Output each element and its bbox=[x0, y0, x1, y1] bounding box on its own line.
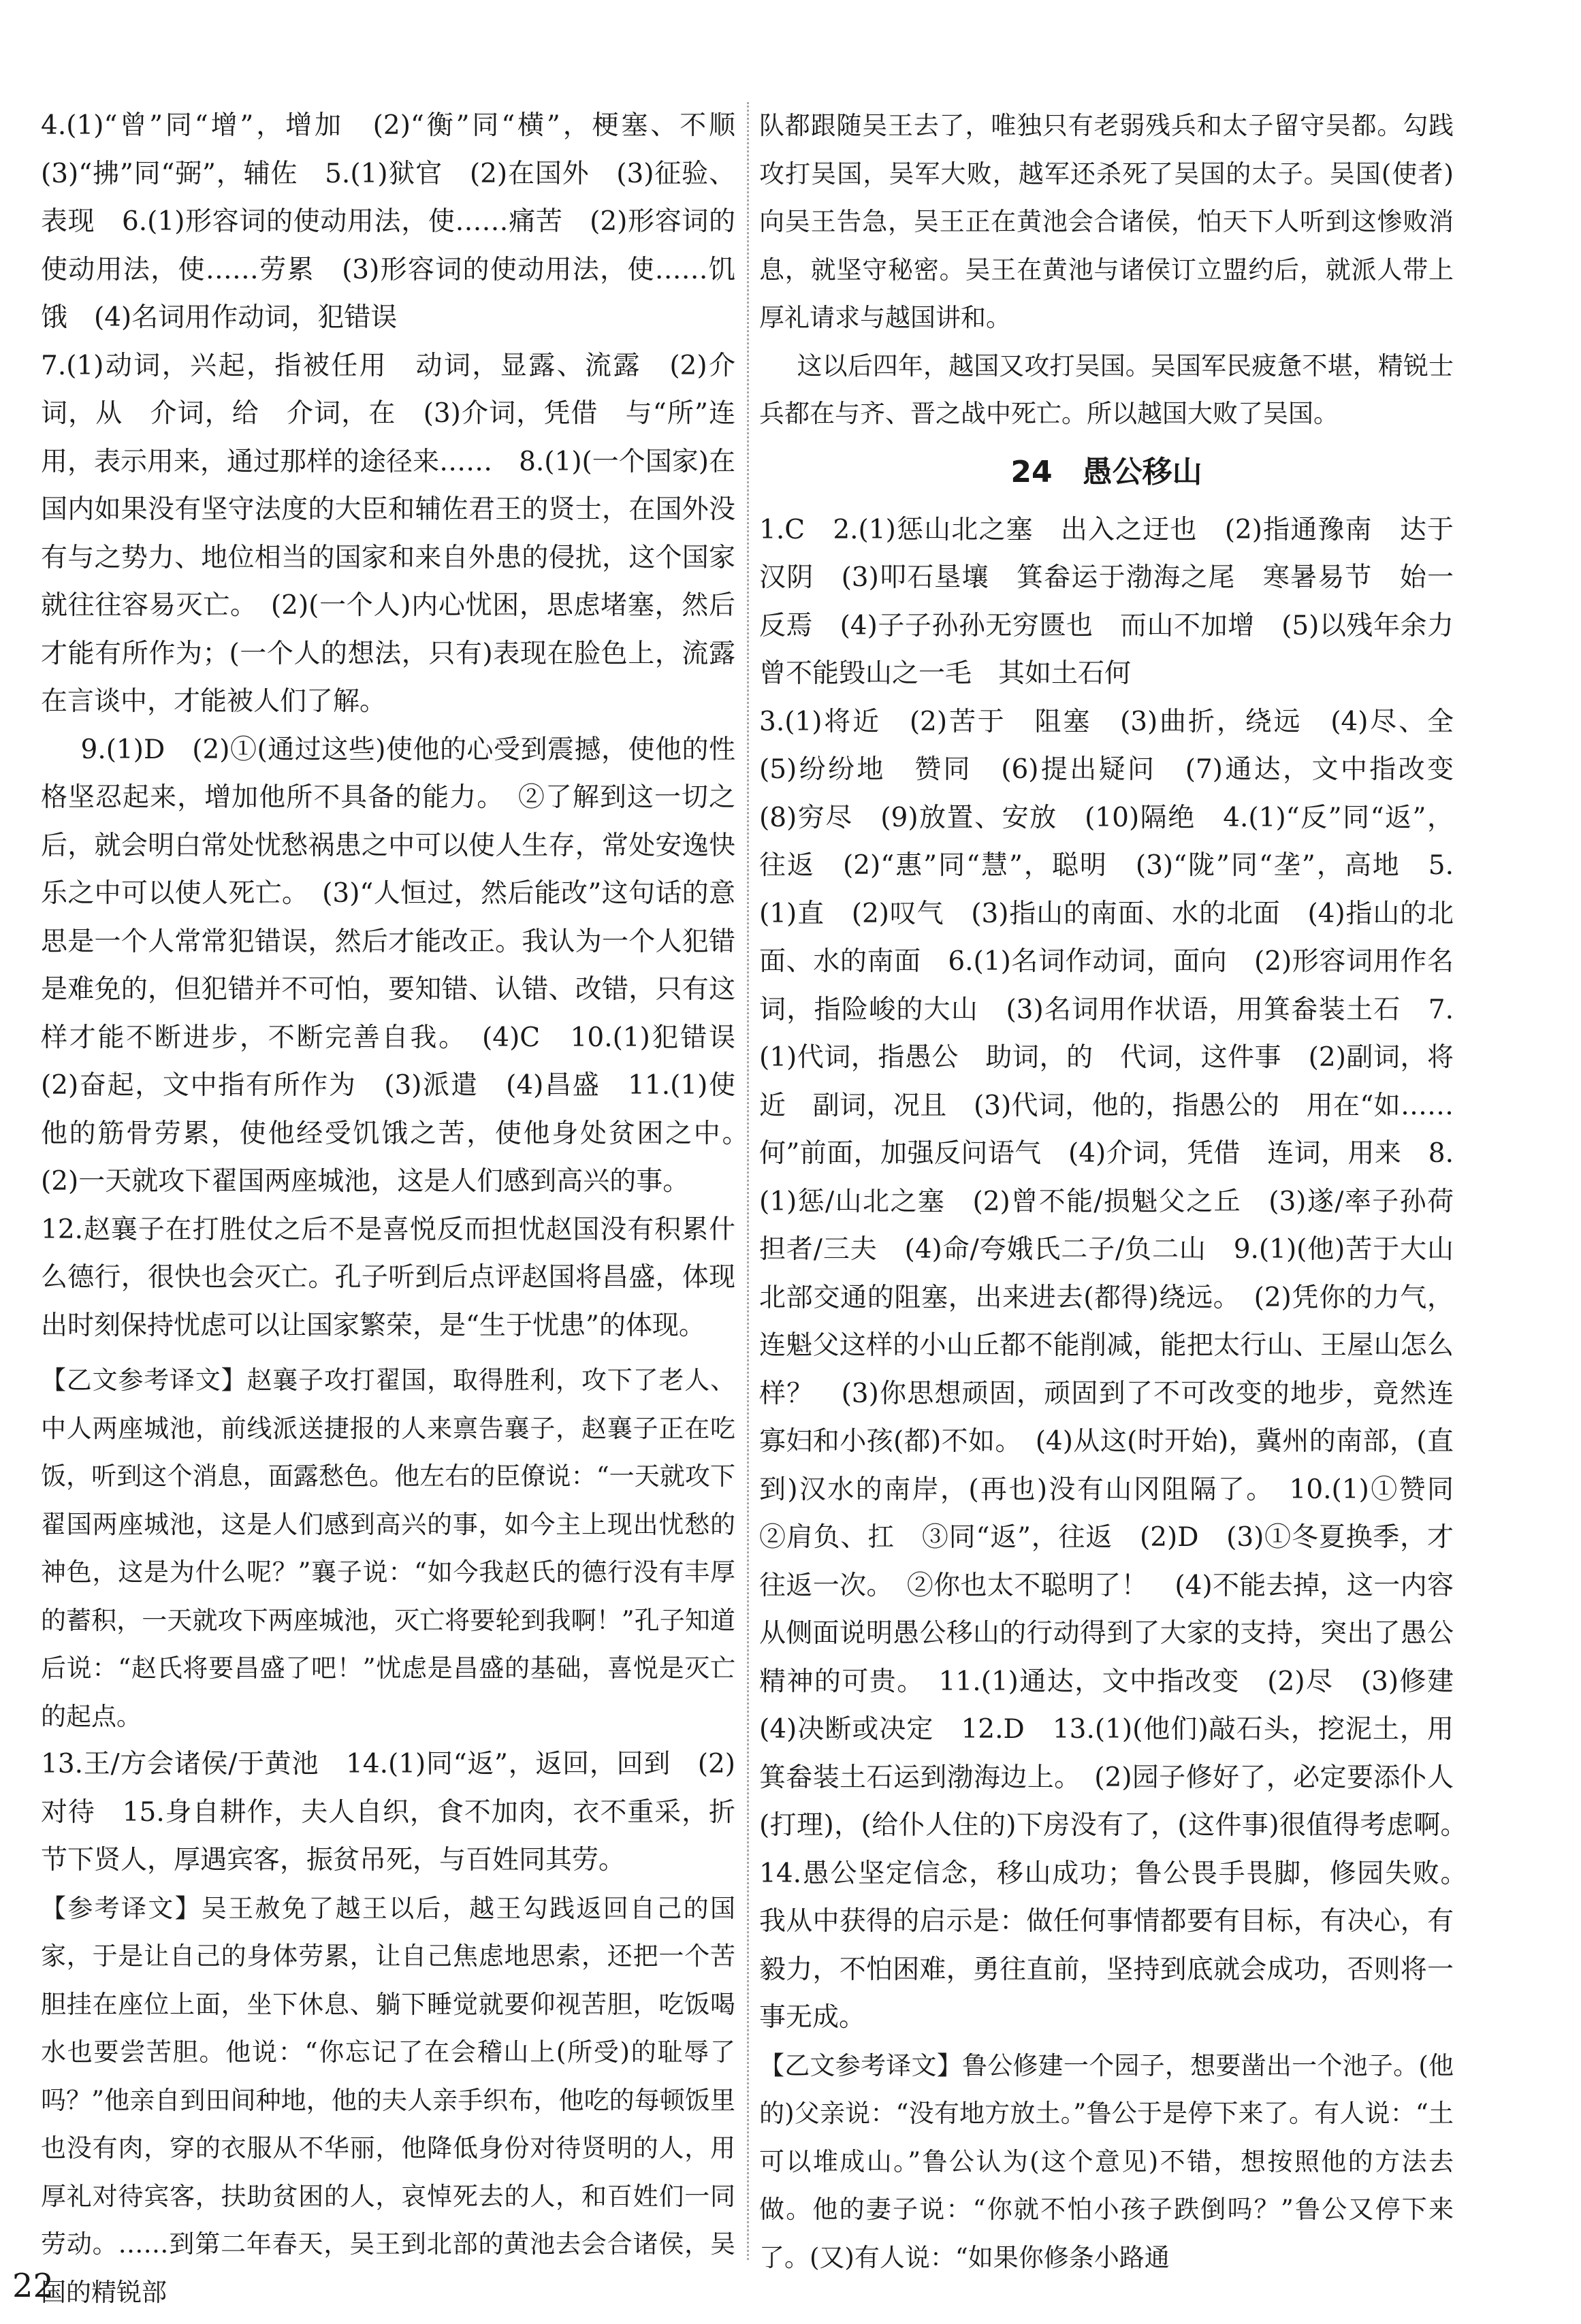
left-column bbox=[41, 102, 763, 2317]
answer-block-4-6: 4.(1)“曾”同“增”，增加 (2)“衡”同“横”，梗塞、不顺 (3)“拂”同“弼”，辅佐 5.(1)狱官 (2)在国外 (3)征验、表现 6.(1)形容词的使动用法，使……痛苦 (2)形容词的使动用法，使……劳累 (3)形容词的使动用法，使……饥饿 (4)名词用作动词，犯错误 bbox=[41, 110, 763, 333]
translation-reference: 【参考译文】吴王赦免了越王以后，越王勾践返回自己的国家，于是让自己的身体劳累，让自己焦虑地思索，还把一个苦胆挂在座位上面，坐下休息、躺下睡觉就要仰视苦胆，吃饭喝水也要尝苦胆。他说：“你忘记了在会稽山上(所受)的耻辱了吗？”他亲自到田间种地，他的夫人亲手织布，他吃的每顿饭里也没有肉，穿的衣服从不华丽，他降低身份对待贤明的人，用厚礼对待宾客，扶助贫困的人，哀悼死去的人，和百姓们一同劳动。……到第二年春天，吴王到北部的黄池去会合诸侯，吴国的精锐部 bbox=[41, 1893, 735, 2307]
translation-yi-wen-2: 【乙文参考译文】鲁公修建一个园子，想要凿出一个池子。(他的)父亲说：“没有地方放土。”鲁公于是停下来了。有人说：“土可以堆成山。”鲁公认为(这个意见)不错，想按照他的方法去做。他的妻子说：“你就不怕小孩子跌倒吗？”鲁公又停下来了。(又)有人说：“如果你修条小路通 bbox=[759, 2050, 1454, 2272]
translation-yi-wen: 【乙文参考译文】赵襄子攻打翟国，取得胜利，攻下了老人、中人两座城池，前线派送捷报的人来禀告襄子，赵襄子正在吃饭，听到这个消息，面露愁色。他左右的臣僚说：“一天就攻下翟国两座城池，这是人们感到高兴的事，如今主上现出忧愁的神色，这是为什么呢？”襄子说：“如今我赵氏的德行没有丰厚的蓄积，一天就攻下两座城池，灭亡将要轮到我啊！”孔子知道后说：“赵氏将要昌盛了吧！”忧虑是昌盛的基础，喜悦是灭亡的起点。 bbox=[41, 1366, 735, 1731]
page-number: 22 bbox=[12, 2267, 54, 2305]
answer-block-7-8: 7.(1)动词，兴起，指被任用 动词，显露、流露 (2)介词，从 介词，给 介词，在 (3)介词，凭借 与“所”连用，表示用来，通过那样的途径来…… 8.(1)(一个国家)在国内如果没有坚守法度的大臣和辅佐君王的贤士，在国外没有与之势力、地位相当的国家和来自外患的侵扰，这个国家就往往容易灭亡。 (2)(一个人)内心忧困，思虑堵塞，然后才能有所作为；(一个人的想法，只有)表现在脸色上，流露在言谈中，才能被人们了解。 bbox=[41, 350, 735, 717]
translation-continued: 队都跟随吴王去了，唯独只有老弱残兵和太子留守吴都。勾践攻打吴国，吴军大败，越军还杀死了吴国的太子。吴国(使者)向吴王告急，吴王正在黄池会合诸侯，怕天下人听到这惨败消息，就坚守秘密。吴王在黄池与诸侯订立盟约后，就派人带上厚礼请求与越国讲和。 bbox=[759, 111, 1454, 332]
answer-block-13-15: 13.王/方会诸侯/于黄池 14.(1)同“返”，返回，回到 (2)对待 15.身自耕作，夫人自织，食不加肉，衣不重采，折节下贤人，厚遇宾客，振贫吊死，与百姓同其劳。 bbox=[41, 1749, 735, 1875]
translation-ending: 这以后四年，越国又攻打吴国。吴国军民疲惫不堪，精锐士兵都在与齐、晋之战中死亡。所以越国大败了吴国。 bbox=[759, 351, 1454, 428]
answer-block-1-2: 1.C 2.(1)惩山北之塞 出入之迂也 (2)指通豫南 达于汉阴 (3)叩石垦壤 箕畚运于渤海之尾 寒暑易节 始一反焉 (4)子子孙孙无穷匮也 而山不加增 (5)以残年余力 曾不能毁山之一毛 其如土石何 bbox=[759, 514, 1481, 689]
column-divider bbox=[747, 102, 749, 2260]
answer-block-3-14: 3.(1)将近 (2)苦于 阻塞 (3)曲折，绕远 (4)尽、全 (5)纷纷地 赞同 (6)提出疑问 (7)通达，文中指改变 (8)穷尽 (9)放置、安放 (10)隔绝 4.(1)“反”同“返”，往返 (2)“惠”同“慧”，聪明 (3)“陇”同“垄”，高地 5.(1)直 (2)叹气 (3)指山的南面、水的北面 (4)指山的北面、水的南面 6.(1)名词作动词，面向 (2)形容词用作名词，指险峻的大山 (3)名词用作状语，用箕畚装土石 7.(1)代词，指愚公 助词，的 代词，这件事 (2)副词，将近 副词，况且 (3)代词，他的，指愚公的 用在“如……何”前面，加强反问语气 (4)介词，凭借 连词，用来 8.(1)惩/山北之塞 (2)曾不能/损魁父之丘 (3)遂/率子孙荷担者/三夫 (4)命/夸娥氏二子/负二山 9.(1)(他)苦于大山北部交通的阻塞，出来进去(都得)绕远。 (2)凭你的力气，连魁父这样的小山丘都不能削减，能把太行山、王屋山怎么样？ (3)你思想顽固，顽固到了不可改变的地步，竟然连寡妇和小孩(都)不如。 (4)从这(时开始)，冀州的南部，(直到)汉水的南岸，(再也)没有山冈阻隔了。 10.(1)①赞同 ②肩负、扛 ③同“返”，往返 (2)D (3)①冬夏换季，才往返一次。 ②你也太不聪明了！ (4)不能去掉，这一内容从侧面说明愚公移山的行动得到了大家的支持，突出了愚公精神的可贵。 11.(1)通达，文中指改变 (2)尽 (3)修建 (4)决断或决定 12.D 13.(1)(他们)敲石头，挖泥土，用箕畚装土石运到渤海边上。 (2)园子修好了，必定要添仆人(打理)，(给仆人住的)下房没有了，(这件事)很值得考虑啊。 14.愚公坚定信念，移山成功；鲁公畏手畏脚，修园失败。 我从中获得的启示是：做任何事情都要有目标，有决心，有毅力，不怕困难，勇往直前，坚持到底就会成功，否则将一事无成。 bbox=[759, 706, 1481, 2033]
right-column bbox=[759, 102, 1481, 2282]
answer-block-9-11: 9.(1)D (2)①(通过这些)使他的心受到震撼，使他的性格坚忍起来，增加他所不具备的能力。 ②了解到这一切之后，就会明白常处忧愁祸患之中可以使人生存，常处安逸快乐之中可以使人死亡。 (3)“人恒过，然后能改”这句话的意思是一个人常常犯错误，然后才能改正。我认为一个人犯错是难免的，但犯错并不可怕，要知错、认错、改错，只有这样才能不断进步，不断完善自我。 (4)C 10.(1)犯错误 (2)奋起，文中指有所作为 (3)派遣 (4)昌盛 11.(1)使他的筋骨劳累，使他经受饥饿之苦，使他身处贫困之中。 (2)一天就攻下翟国两座城池，这是人们感到高兴的事。 bbox=[41, 734, 763, 1197]
section-heading: 24 愚公移山 bbox=[1010, 454, 1202, 489]
answer-block-12: 12.赵襄子在打胜仗之后不是喜悦反而担忧赵国没有积累什么德行，很快也会灭亡。孔子听到后点评赵国将昌盛，体现出时刻保持忧虑可以让国家繁荣，是“生于忧患”的体现。 bbox=[41, 1214, 735, 1341]
